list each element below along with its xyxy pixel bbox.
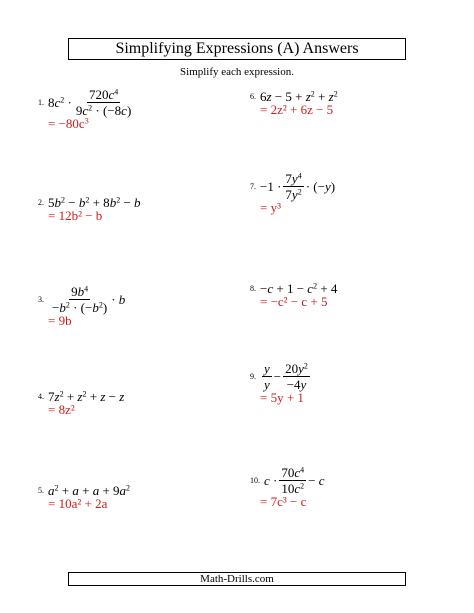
fraction: $\frac{y}{y}$ xyxy=(264,361,270,392)
expression: − c xyxy=(308,473,325,488)
answer: = 7c³ − c xyxy=(260,494,307,509)
expression: c · xyxy=(264,473,278,488)
problem-6 xyxy=(250,90,338,116)
problem-9 xyxy=(250,362,312,404)
problem-number: 1. xyxy=(38,97,44,107)
problem-number: 9. xyxy=(250,371,256,381)
expression: $-c + 1 - c^2 + 4$ xyxy=(260,281,338,296)
expression: $6z - 5 + z^2 + z^2$ xyxy=(260,89,338,104)
problem-number: 6. xyxy=(250,91,256,101)
answer: = −c² − c + 5 xyxy=(260,294,328,309)
expression: $5b^2 - b^2 + 8b^2 - b$ xyxy=(48,195,141,210)
answer: = $-80c^3$ xyxy=(48,116,89,131)
expression: $8c^2$ · xyxy=(48,95,72,110)
problem-number: 8. xyxy=(250,283,256,293)
fraction: $\frac{70c^4}{10c^2}$ xyxy=(281,465,305,496)
expression: · b xyxy=(111,292,126,307)
answer: = 8z² xyxy=(48,402,75,417)
problem-5 xyxy=(38,484,130,510)
problem-1 xyxy=(38,88,135,130)
instructions: Simplify each expression. xyxy=(180,66,294,78)
problem-8 xyxy=(250,282,337,308)
expression: $7z^2 + z^2 + z - z$ xyxy=(48,389,125,404)
fraction: $\frac{20y^2}{-4y}$ xyxy=(285,361,308,392)
problem-number: 2. xyxy=(38,197,44,207)
problem-number: 7. xyxy=(250,181,256,191)
answer: = 5y + 1 xyxy=(260,390,304,405)
expression: · (−y) xyxy=(305,179,336,194)
problem-7 xyxy=(250,172,335,214)
problem-number: 10. xyxy=(250,475,260,485)
problem-number: 3. xyxy=(38,294,44,304)
answer: = 9b xyxy=(48,313,72,328)
expression: $a^2 + a + a + 9a^2$ xyxy=(48,483,131,498)
fraction: $\frac{720c^4}{9c^2 \cdot (-8c)}$ xyxy=(75,87,132,118)
answer: = y³ xyxy=(260,200,281,215)
expression: −1 · xyxy=(260,179,282,194)
problem-number: 4. xyxy=(38,391,44,401)
answer: = 10a² + 2a xyxy=(48,496,108,511)
problem-number: 5. xyxy=(38,485,44,495)
fraction: $\frac{7y^4}{7y^2}$ xyxy=(285,171,302,202)
worksheet-title: Simplifying Expressions (A) Answers xyxy=(68,38,406,60)
problem-2 xyxy=(38,196,141,222)
fraction: $\frac{9b^4}{-b^2 \cdot (-b^2)}$ xyxy=(52,284,108,315)
problem-3 xyxy=(38,285,125,327)
expression: − xyxy=(273,369,282,384)
answer: = 12b² − b xyxy=(48,208,103,223)
problem-4 xyxy=(38,390,124,416)
problem-10 xyxy=(250,466,325,508)
answer: = 2z² + 6z − 5 xyxy=(260,102,334,117)
footer-brand: Math-Drills.com xyxy=(68,572,406,586)
